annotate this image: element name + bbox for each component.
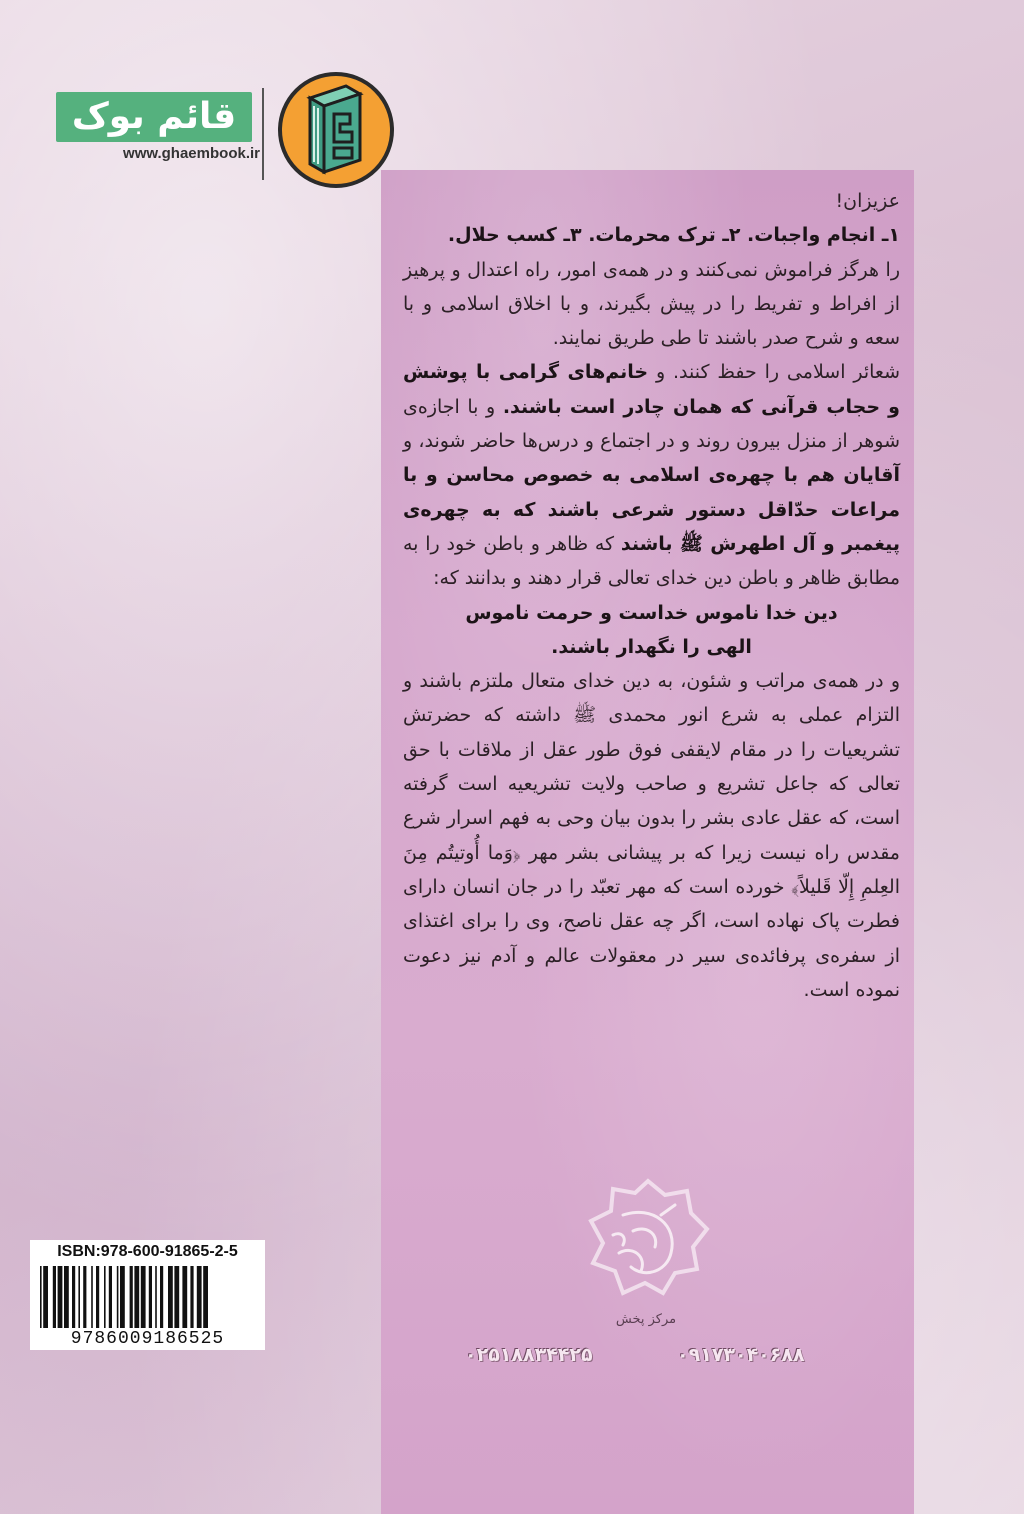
barcode-bar bbox=[168, 1266, 173, 1328]
paragraph-1: را هرگز فراموش نمی‌کنند و در همه‌ی امور، راه اعتدال و پرهیز از افراط و تفریط را در پیش بگیرند، و با اخلاق اسلامی و با سعه و شرح صدر باشند تا طی طریق نمایند. bbox=[403, 258, 900, 350]
quote-line-2: الهی را نگهدار باشند. bbox=[551, 635, 752, 658]
isbn-barcode bbox=[30, 1240, 265, 1350]
greeting: عزیزان! bbox=[835, 190, 900, 212]
isbn-label: ISBN:978-600-91865-2-5 bbox=[30, 1240, 265, 1264]
back-cover-panel bbox=[381, 170, 914, 1514]
principles-line: ۱ـ انجام واجبات. ۲ـ ترک محرمات. ۳ـ کسب حلال. bbox=[447, 224, 900, 247]
barcode-bar bbox=[53, 1266, 56, 1328]
barcode-bar bbox=[40, 1266, 42, 1328]
barcode-bar bbox=[109, 1266, 112, 1328]
barcode-bar bbox=[134, 1266, 139, 1328]
back-cover-text bbox=[403, 184, 900, 1007]
barcode-bar bbox=[104, 1266, 106, 1328]
quote-line-1: دین خدا ناموس خداست و حرمت ناموس bbox=[465, 601, 838, 624]
barcode-bar bbox=[149, 1266, 152, 1328]
barcode-bar bbox=[43, 1266, 48, 1328]
barcode-digits: 9786009186525 bbox=[30, 1328, 265, 1350]
paragraph-2-part-e: که ظاهر و باطن خود را به مطابق ظاهر و باطن دین خدای تعالی قرار دهند و بدانند که: bbox=[403, 532, 900, 590]
barcode-bar bbox=[120, 1266, 125, 1328]
barcode-bar bbox=[130, 1266, 133, 1328]
barcode-bar bbox=[190, 1266, 193, 1328]
barcode-bar bbox=[83, 1266, 86, 1328]
paragraph-2-part-c: و با اجازه‌ی شوهر از منزل بیرون روند و در اجتماع و درس‌ها حاضر شوند، و bbox=[403, 395, 900, 453]
barcode-bar bbox=[72, 1266, 75, 1328]
barcode-bar bbox=[160, 1266, 163, 1328]
barcode-bar bbox=[182, 1266, 187, 1328]
barcode-bar bbox=[174, 1266, 179, 1328]
barcode-bar bbox=[78, 1266, 80, 1328]
barcode-bar bbox=[141, 1266, 146, 1328]
brand-divider bbox=[262, 88, 264, 180]
paragraph-3: و در همه‌ی مراتب و شئون، به دین خدای متعال ملتزم باشند و التزام عملی به شرع انور محمدی ﷺ داشته که حضرتش تشریعیات را در مقام لایقفی فوق طور عقل از ملاقات با حق تعالی که جاعل تشریع و صاحب ولایت تشریعیه است گرفته است، که عقل عادی بشر را بدون بیان وحی به فهم اسرار شرع مقدس راه نیست زیرا که بر پیشانی بشر مهر ﴿وَما أُوتيتُم مِنَ العِلمِ إِلّا قَليلاً﴾ خورده است که مهر تعبّد را در جان انسان دارای فطرت پاک نهاده است، اگر چه عقل ناصح، وی را برای اغتذای از سفره‌ی پرفائده‌ی سیر در معقولات عالم و آدم نیز دعوت نموده است. bbox=[403, 670, 900, 1001]
barcode-bar bbox=[203, 1266, 208, 1328]
barcode-bar bbox=[197, 1266, 202, 1328]
distribution-label: مرکز پخش bbox=[615, 1312, 677, 1327]
barcode-bar bbox=[64, 1266, 69, 1328]
phone-number-1: ۰۹۱۷۳۰۴۰۶۸۸ bbox=[677, 1344, 805, 1366]
paragraph-2-women: خانم‌های گرامی با پوشش و حجاب قرآنی که همان چادر است باشند. bbox=[403, 361, 900, 418]
barcode-bar bbox=[117, 1266, 119, 1328]
paragraph-2-men: آقایان هم با چهره‌ی اسلامی به خصوص محاسن و با مراعات حدّاقل دستور شرعی باشند که به چهره‌ی پیغمبر و آل اطهرش ﷺ باشند bbox=[403, 464, 900, 555]
brand-logo bbox=[50, 70, 350, 190]
barcode-bar bbox=[155, 1266, 157, 1328]
paragraph-2 bbox=[403, 355, 900, 595]
paragraph-2-part-a: شعائر اسلامی را حفظ کنند. و bbox=[655, 361, 900, 384]
publisher-seal-icon bbox=[583, 1175, 713, 1305]
phone-number-2: ۰۲۵۱۸۸۳۴۴۲۵ bbox=[465, 1344, 593, 1366]
book-icon bbox=[276, 70, 396, 190]
brand-name-badge: قائم بوک bbox=[56, 92, 252, 142]
barcode-icon bbox=[30, 1264, 265, 1330]
brand-url: www.ghaembook.ir bbox=[123, 145, 260, 162]
barcode-bar bbox=[91, 1266, 93, 1328]
barcode-bar bbox=[96, 1266, 99, 1328]
barcode-bar bbox=[58, 1266, 63, 1328]
